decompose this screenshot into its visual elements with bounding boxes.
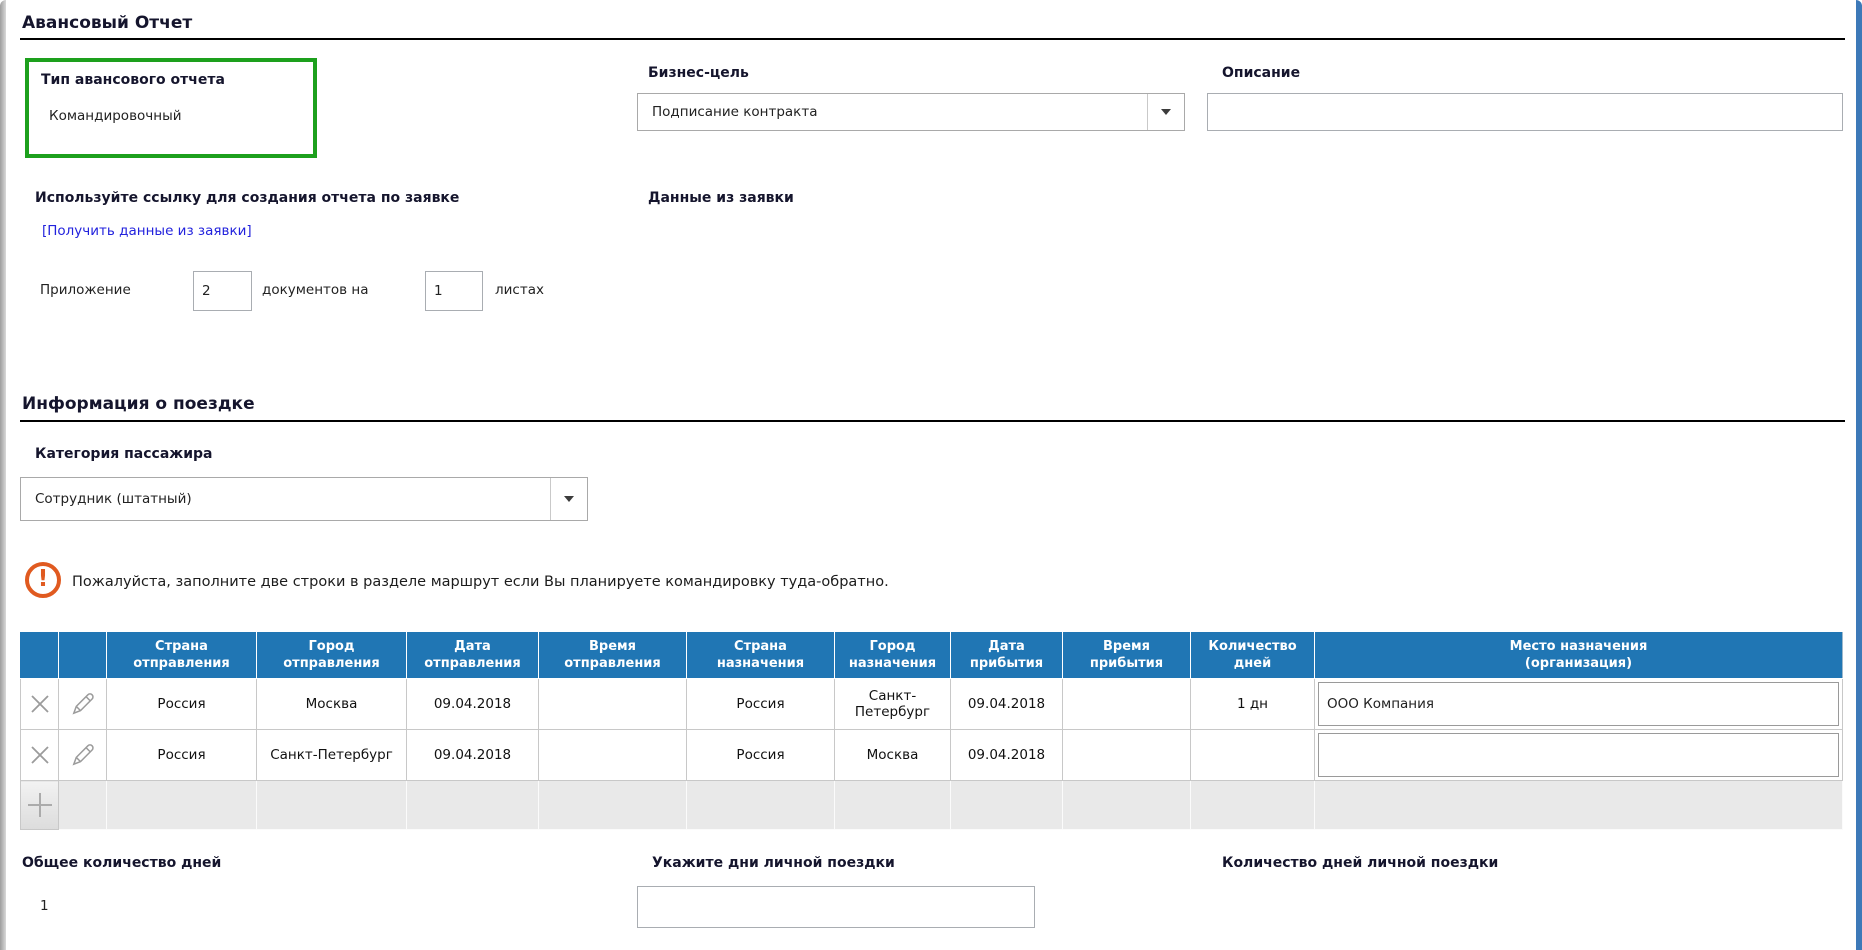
- cell-days: [1191, 730, 1315, 781]
- warning-text: Пожалуйста, заполните две строки в разделе маршрут если Вы планируете командировку туда-обратно.: [72, 574, 889, 590]
- col-time-arrival: Время прибытия: [1063, 633, 1191, 679]
- destination-org-input[interactable]: [1318, 682, 1839, 726]
- total-days-label: Общее количество дней: [22, 855, 222, 871]
- personal-days-count-label: Количество дней личной поездки: [1222, 855, 1499, 871]
- window-left-edge: [0, 0, 6, 950]
- report-type-value: Командировочный: [49, 108, 182, 124]
- cell-time-from: [539, 730, 687, 781]
- cell-date-arrival: 09.04.2018: [951, 679, 1063, 730]
- edit-row-button[interactable]: [59, 679, 107, 730]
- cell-country-from: Россия: [107, 730, 257, 781]
- col-city-from: Город отправления: [257, 633, 407, 679]
- cell-time-from: [539, 679, 687, 730]
- total-days-value: 1: [40, 898, 49, 914]
- trip-section-divider: [20, 420, 1845, 422]
- edit-icon: [70, 742, 96, 768]
- report-type-highlight-box: [25, 58, 317, 158]
- edit-row-button[interactable]: [59, 730, 107, 781]
- cell-time-arrival: [1063, 679, 1191, 730]
- delete-icon: [28, 743, 52, 767]
- delete-row-button[interactable]: [21, 730, 59, 781]
- edit-icon: [70, 691, 96, 717]
- attachment-docs-input[interactable]: [193, 271, 252, 311]
- report-section-title: Авансовый Отчет: [22, 13, 193, 33]
- cell-city-from: Москва: [257, 679, 407, 730]
- passenger-category-value: Сотрудник (штатный): [35, 491, 192, 507]
- request-link-instruction: Используйте ссылку для создания отчета по заявке: [35, 190, 460, 206]
- cell-days: 1 дн: [1191, 679, 1315, 730]
- cell-time-arrival: [1063, 730, 1191, 781]
- plus-icon: [25, 790, 55, 820]
- route-add-row: [21, 781, 1843, 830]
- passenger-category-label: Категория пассажира: [35, 446, 213, 462]
- edit-column-header: [59, 633, 107, 679]
- cell-city-from: Санкт-Петербург: [257, 730, 407, 781]
- business-purpose-dropdown-button[interactable]: [1147, 94, 1184, 130]
- destination-org-input[interactable]: [1318, 733, 1839, 777]
- cell-city-to: Москва: [835, 730, 951, 781]
- cell-date-from: 09.04.2018: [407, 679, 539, 730]
- cell-country-from: Россия: [107, 679, 257, 730]
- col-country-from: Страна отправления: [107, 633, 257, 679]
- delete-column-header: [21, 633, 59, 679]
- route-table-header-row: [21, 633, 1843, 679]
- cell-date-arrival: 09.04.2018: [951, 730, 1063, 781]
- description-input[interactable]: [1207, 93, 1843, 131]
- description-label: Описание: [1222, 65, 1301, 81]
- attachment-prefix-label: Приложение: [40, 282, 131, 298]
- attachment-middle-label: документов на: [262, 282, 369, 298]
- chevron-down-icon: [1161, 109, 1171, 115]
- report-type-label: Тип авансового отчета: [41, 72, 225, 88]
- col-date-arrival: Дата прибытия: [951, 633, 1063, 679]
- col-days-count: Количество дней: [1191, 633, 1315, 679]
- cell-country-to: Россия: [687, 679, 835, 730]
- delete-icon: [28, 692, 52, 716]
- passenger-category-dropdown-button[interactable]: [550, 478, 587, 520]
- add-row-button[interactable]: [21, 781, 59, 830]
- get-request-data-link[interactable]: [Получить данные из заявки]: [42, 223, 252, 239]
- attachment-sheets-input[interactable]: [425, 271, 483, 311]
- personal-days-label: Укажите дни личной поездки: [652, 855, 895, 871]
- col-country-to: Страна назначения: [687, 633, 835, 679]
- chevron-down-icon: [564, 496, 574, 502]
- cell-city-to: Санкт-Петербург: [835, 679, 951, 730]
- window-right-edge: [1856, 0, 1862, 950]
- passenger-category-select[interactable]: [20, 477, 588, 521]
- report-section-divider: [20, 38, 1845, 40]
- col-time-from: Время отправления: [539, 633, 687, 679]
- business-purpose-label: Бизнес-цель: [648, 65, 749, 81]
- warning-icon: !: [25, 562, 61, 598]
- attachment-suffix-label: листах: [495, 282, 544, 298]
- col-city-to: Город назначения: [835, 633, 951, 679]
- business-purpose-value: Подписание контракта: [652, 104, 818, 120]
- delete-row-button[interactable]: [21, 679, 59, 730]
- cell-date-from: 09.04.2018: [407, 730, 539, 781]
- col-destination-org: Место назначения (организация): [1315, 633, 1843, 679]
- business-purpose-select[interactable]: [637, 93, 1185, 131]
- trip-section-title: Информация о поездке: [22, 394, 255, 414]
- route-table: [20, 632, 1843, 830]
- personal-days-input[interactable]: [637, 886, 1035, 928]
- cell-country-to: Россия: [687, 730, 835, 781]
- route-row-1: [21, 679, 1843, 730]
- cell-destination-org: [1315, 730, 1843, 781]
- request-data-label: Данные из заявки: [648, 190, 794, 206]
- cell-destination-org: [1315, 679, 1843, 730]
- route-row-2: [21, 730, 1843, 781]
- col-date-from: Дата отправления: [407, 633, 539, 679]
